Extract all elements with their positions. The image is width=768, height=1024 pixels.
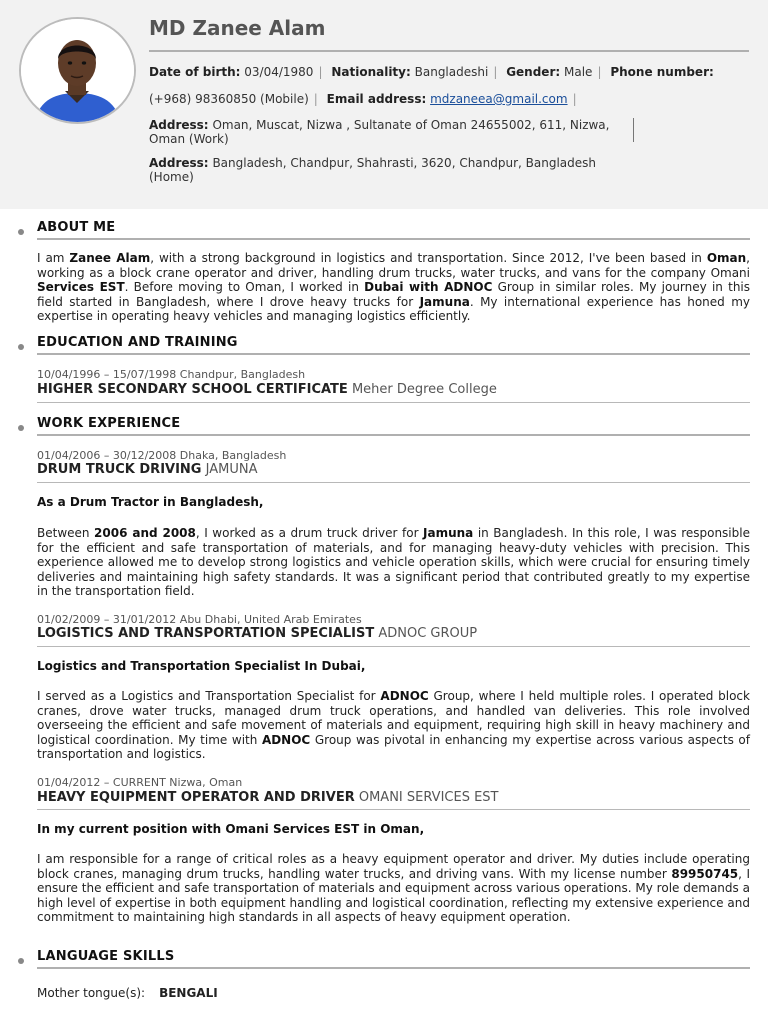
job-title: HEAVY EQUIPMENT OPERATOR AND DRIVER <box>37 790 355 805</box>
job-title-line <box>37 626 477 641</box>
job-description: I am responsible for a range of critical roles as a heavy equipment operator and driver. My duties include operating block cranes, managing drum trucks, handling water trucks, and driving vans. With my license number 89950745, I ensure the efficient and safe transportation of materials and equipment across various operations. My role demands a high level of expertise in both equipment handling and logistical coordination, reflecting my extensive experience and commitment to maintaining high standards in all aspects of heavy equipment operation. <box>37 852 750 925</box>
nationality-value: Bangladeshi <box>414 65 489 79</box>
dob-value: 03/04/1980 <box>244 65 314 79</box>
phone-label: Phone number: <box>610 65 714 79</box>
section-bullet <box>18 229 24 235</box>
home-address-label: Address: <box>149 156 209 170</box>
job-employer: OMANI SERVICES EST <box>358 790 499 805</box>
job-description: Between 2006 and 2008, I worked as a drum truck driver for Jamuna in Bangladesh. In this role, I was responsible for the efficient and safe transportation of materials, and for managing heavy-duty vehicles with precision. This experience allowed me to develop strong logistics and vehicle operation skills, which were crucial for ensuring timely deliveries and maintaining high safety standards. It was a significant period that contributed greatly to my expertise in the transportation field. <box>37 526 750 599</box>
phone-value: (+968) 98360850 (Mobile) <box>149 92 309 106</box>
work-address-label: Address: <box>149 118 209 132</box>
job-subtitle: In my current position with Omani Services EST in Oman, <box>37 822 425 836</box>
section-bullet <box>18 425 24 431</box>
job-title-line <box>37 790 499 805</box>
education-divider <box>37 353 750 355</box>
address-divider <box>633 118 634 142</box>
job-divider <box>37 809 750 810</box>
language-divider <box>37 967 750 969</box>
about-divider <box>37 238 750 240</box>
mother-tongue-line <box>37 986 218 1000</box>
about-text: I am Zanee Alam, with a strong background in logistics and transportation. Since 2012, I've been based in Oman, working as a block crane operator and driver, handling drum trucks, water trucks, and vans for the company Omani Services EST. Before moving to Oman, I worked in Dubai with ADNOC Group in similar roles. My journey in this field started in Bangladesh, where I drove heavy trucks for Jamuna. My international experience has honed my expertise in operating heavy vehicles and managing logistics efficiently. <box>37 251 751 324</box>
section-bullet <box>18 958 24 964</box>
school-name: Meher Degree College <box>351 382 497 397</box>
personal-info-line: Date of birth: 03/04/1980 | Nationality: Bangladeshi | Gender: Male | Phone number: <box>149 65 714 79</box>
gender-value: Male <box>564 65 593 79</box>
job-title: DRUM TRUCK DRIVING <box>37 462 202 477</box>
job-employer: JAMUNA <box>205 462 258 477</box>
job-date-location: 01/02/2009 – 31/01/2012 Abu Dhabi, United Arab Emirates <box>37 613 362 626</box>
education-date-location: 10/04/1996 – 15/07/1998 Chandpur, Bangladesh <box>37 368 306 381</box>
language-section-title: LANGUAGE SKILLS <box>37 949 175 964</box>
education-entry-divider <box>37 402 750 403</box>
section-bullet <box>18 344 24 350</box>
job-subtitle: As a Drum Tractor in Bangladesh, <box>37 495 264 509</box>
education-entry-title <box>37 382 497 397</box>
work-address <box>149 118 609 146</box>
email-label: Email address: <box>326 92 427 106</box>
candidate-name: MD Zanee Alam <box>149 16 326 40</box>
dob-label: Date of birth: <box>149 65 241 79</box>
gender-label: Gender: <box>506 65 561 79</box>
job-description: I served as a Logistics and Transportation Specialist for ADNOC Group, where I held multiple roles. I operated block cranes, drove water trucks, managed drum truck operations, and handled van deliveries. This role involved overseeing the efficient and safe movement of materials and equipment, requiring high skill in heavy machinery and logistical coordination. My time with ADNOC Group was pivotal in enhancing my expertise across various aspects of transportation and logistics. <box>37 689 750 762</box>
work-address-line1: Oman, Muscat, Nizwa , Sultanate of Oman 24655002, 611, Nizwa, <box>212 118 610 132</box>
profile-photo <box>19 17 136 124</box>
job-divider <box>37 482 750 483</box>
about-section-title: ABOUT ME <box>37 220 116 235</box>
job-date-location: 01/04/2012 – CURRENT Nizwa, Oman <box>37 776 243 789</box>
job-date-location: 01/04/2006 – 30/12/2008 Dhaka, Bangladesh <box>37 449 287 462</box>
nationality-label: Nationality: <box>331 65 411 79</box>
home-address-line1: Bangladesh, Chandpur, Shahrasti, 3620, Chandpur, Bangladesh <box>212 156 597 170</box>
home-address <box>149 156 596 184</box>
home-address-line2: (Home) <box>149 170 194 184</box>
contact-line: (+968) 98360850 (Mobile) | Email address: mdzaneea@gmail.com | <box>149 92 577 106</box>
job-title-line <box>37 462 257 477</box>
name-divider <box>149 50 749 52</box>
degree-name: HIGHER SECONDARY SCHOOL CERTIFICATE <box>37 382 348 397</box>
mother-tongue-value: BENGALI <box>159 986 218 1000</box>
job-title: LOGISTICS AND TRANSPORTATION SPECIALIST <box>37 626 375 641</box>
job-employer: ADNOC GROUP <box>378 626 478 641</box>
work-address-line2: Oman (Work) <box>149 132 229 146</box>
work-divider <box>37 434 750 436</box>
education-section-title: EDUCATION AND TRAINING <box>37 335 238 350</box>
mother-tongue-label: Mother tongue(s): <box>37 986 146 1000</box>
job-divider <box>37 646 750 647</box>
email-link[interactable]: mdzaneea@gmail.com <box>430 92 568 106</box>
work-section-title: WORK EXPERIENCE <box>37 416 181 431</box>
job-subtitle: Logistics and Transportation Specialist In Dubai, <box>37 659 366 673</box>
